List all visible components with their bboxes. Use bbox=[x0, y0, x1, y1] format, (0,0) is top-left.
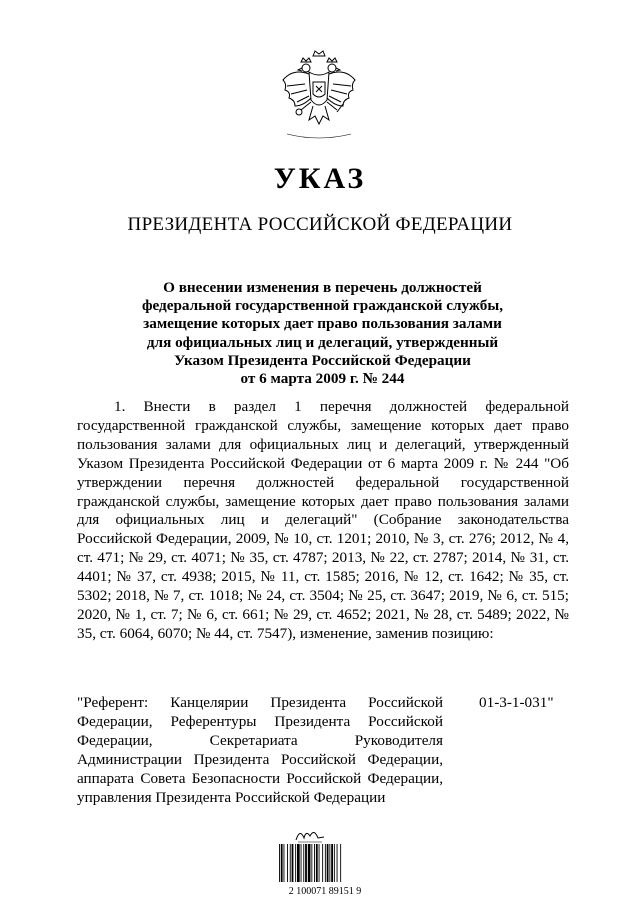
document-body bbox=[77, 398, 569, 644]
heading-line: от 6 марта 2009 г. № 244 bbox=[240, 370, 405, 388]
paragraph-1: 1. Внести в раздел 1 перечня должностей федеральной государственной гражданской службы, замещение которых дает право пользования залами для официальных лиц и делегаций, утвержденный Указом Президента Российской Федерации от 6 марта 2009 г. № 244 "Об утверждении перечня должностей федеральной государственной гражданской службы, замещение которых дает право пользования залами для официальных лиц и делегаций" (Собрание законодательства Российской Федерации, 2009, № 10, ст. 1201; 2010, № 3, ст. 276; 2012, № 4, ст. 471; № 29, ст. 4071; № 35, ст. 4787; 2013, № 22, ст. 2787; 2014, № 31, ст. 4401; № 37, ст. 4938; 2015, № 11, ст. 1585; 2016, № 12, ст. 1642; № 35, ст. 5302; 2018, № 7, ст. 1018; № 24, ст. 3504; № 25, ст. 3647; 2019, № 6, ст. 515; 2020, № 1, ст. 7; № 6, ст. 661; № 29, ст. 4652; 2021, № 28, ст. 5489; 2022, № 35, ст. 6064, 6070; № 44, ст. 7547), изменение, заменив позицию: bbox=[77, 398, 569, 642]
document-heading bbox=[80, 279, 565, 388]
position-text: "Референт: Канцелярии Президента Российской Федерации, Референтуры Президента Российской Федерации, Секретариата Руководителя Администрации Президента Российской Федерации, аппарата Совета Безопасности Российской Федерации, управления Президента Российской Федерации bbox=[77, 694, 443, 806]
russian-coat-of-arms-icon bbox=[279, 50, 359, 142]
heading-line: федеральной государственной гражданской службы, bbox=[141, 297, 503, 315]
heading-line: Указом Президента Российской Федерации bbox=[174, 351, 471, 369]
barcode-number: 2 100071 89151 9 bbox=[288, 886, 362, 897]
barcode bbox=[277, 826, 373, 901]
heading-line: замещение которых дает право пользования залами bbox=[143, 315, 502, 333]
heading-line: О внесении изменения в перечень должностей bbox=[163, 279, 482, 296]
heading-line: для официальных лиц и делегаций, утвержденный bbox=[146, 333, 499, 351]
barcode-bars-icon bbox=[277, 844, 373, 882]
document-title: УКАЗ bbox=[273, 162, 367, 195]
document-subtitle: ПРЕЗИДЕНТА РОССИЙСКОЙ ФЕДЕРАЦИИ bbox=[127, 214, 513, 235]
signature-mark-icon bbox=[294, 826, 326, 844]
position-code: 01-3-1-031" bbox=[479, 694, 554, 711]
